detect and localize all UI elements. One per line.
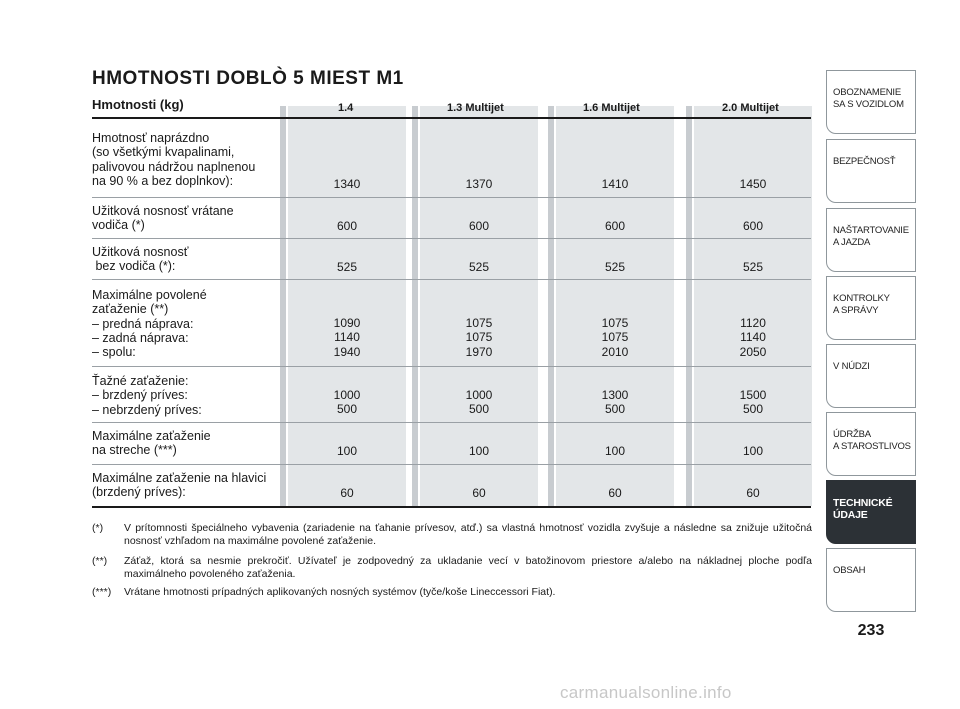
table-cell: 60 (472, 486, 486, 500)
column-bar-4 (686, 106, 692, 506)
page-title: HMOTNOSTI DOBLÒ 5 MIEST M1 (92, 68, 404, 89)
side-tab-label: TECHNICKÉ ÚDAJE (833, 497, 893, 521)
footnote-text: Vrátane hmotnosti prípadných aplikovaných nosných systémov (tyče/koše Lineccessori Fiat). (124, 586, 556, 598)
side-tab-maintenance[interactable] (826, 412, 916, 476)
table-cell: 1090 1140 1940 (333, 316, 361, 359)
footnote-text: V prítomnosti špeciálneho vybavenia (zariadenie na ťahanie prívesov, atď.) sa vlastná hmotnosť vozidla zvyšuje a následne sa znižuje užitočná nosnosť vzhľadom na maximálne povolené zaťaženie. (124, 522, 812, 547)
footnote-3 (92, 586, 812, 602)
table-cell: 600 (468, 219, 490, 233)
side-tab-label: BEZPEČNOSŤ (833, 156, 896, 167)
side-tab-contents[interactable] (826, 548, 916, 612)
column-header-2: 1.3 Multijet (447, 102, 504, 114)
table-cell: 1340 (333, 177, 361, 191)
row-label-empty-weight: Hmotnosť naprázdno (so všetkými kvapalinami, palivovou nádržou naplnenou na 90 % a bez doplnkov): (92, 131, 256, 188)
footnote-mark: (*) (92, 522, 104, 534)
table-cell: 1120 1140 2050 (739, 316, 767, 359)
table-cell: 1075 1075 1970 (465, 316, 493, 359)
row-divider (92, 464, 811, 465)
table-cell: 600 (336, 219, 358, 233)
header-rule (92, 117, 811, 119)
footnote-text: Záťaž, ktorá sa nesmie prekročiť. Užívateľ je zodpovedný za ukladanie vecí v batožinovom priestore a/alebo na nákladnej ploche podľa maximálneho povoleného zaťaženia. (124, 555, 812, 580)
footnote-1 (92, 522, 812, 550)
table-cell: 600 (604, 219, 626, 233)
table-cell: 525 (742, 260, 764, 274)
table-cell: 1450 (739, 177, 767, 191)
table-cell: 1410 (601, 177, 629, 191)
row-divider (92, 279, 811, 280)
column-header-3: 1.6 Multijet (583, 102, 640, 114)
table-cell: 1075 1075 2010 (601, 316, 629, 359)
table-cell: 100 (604, 444, 626, 458)
side-tab-starting-driving[interactable] (826, 208, 916, 272)
table-cell: 1000 500 (465, 388, 493, 417)
side-tab-safety[interactable] (826, 139, 916, 203)
row-divider (92, 197, 811, 198)
table-cell: 525 (604, 260, 626, 274)
table-cell: 1000 500 (333, 388, 361, 417)
table-bottom-rule (92, 506, 811, 508)
row-divider (92, 366, 811, 367)
side-tab-label: ÚDRŽBA A STAROSTLIVOS (833, 429, 911, 452)
watermark: carmanualsonline.info (560, 683, 732, 702)
row-divider (92, 238, 811, 239)
column-bar-1 (280, 106, 286, 506)
table-cell: 100 (468, 444, 490, 458)
table-cell: 60 (340, 486, 354, 500)
side-tab-label: OBOZNAMENIE SA S VOZIDLOM (833, 87, 904, 110)
table-cell: 600 (742, 219, 764, 233)
side-tab-technical-data[interactable] (826, 480, 916, 544)
table-cell: 100 (742, 444, 764, 458)
table-cell: 1500 500 (739, 388, 767, 417)
side-tab-label: NAŠTARTOVANIE A JAZDA (833, 225, 909, 248)
row-label-towbar-load: Maximálne zaťaženie na hlavici (brzdený príves): (92, 471, 267, 500)
side-tab-label: KONTROLKY A SPRÁVY (833, 293, 890, 316)
table-cell: 525 (336, 260, 358, 274)
table-cell: 1300 500 (601, 388, 629, 417)
row-divider (92, 422, 811, 423)
page-number: 233 (857, 622, 885, 639)
footnote-2 (92, 555, 812, 583)
column-bar-2 (412, 106, 418, 506)
column-bar-3 (548, 106, 554, 506)
table-cell: 525 (468, 260, 490, 274)
side-tab-emergency[interactable] (826, 344, 916, 408)
table-header-label: Hmotnosti (kg) (92, 97, 184, 112)
row-label-max-permitted-load: Maximálne povolené zaťaženie (**) – predná náprava: – zadná náprava: – spolu: (92, 288, 207, 360)
side-tab-label: OBSAH (833, 565, 866, 576)
row-label-payload-with-driver: Užitková nosnosť vrátane vodiča (*) (92, 204, 234, 233)
side-tab-label: V NÚDZI (833, 361, 870, 372)
table-cell: 60 (746, 486, 760, 500)
footnote-mark: (**) (92, 555, 108, 567)
row-label-payload-without-driver: Užitková nosnosť bez vodiča (*): (92, 245, 189, 274)
column-header-4: 2.0 Multijet (722, 102, 779, 114)
column-header-1: 1.4 (338, 102, 354, 114)
row-label-towing-load: Ťažné zaťaženie: – brzdený príves: – nebrzdený príves: (92, 374, 202, 417)
side-tab-warning-lights[interactable] (826, 276, 916, 340)
row-label-roof-load: Maximálne zaťaženie na streche (***) (92, 429, 211, 458)
table-cell: 100 (336, 444, 358, 458)
table-cell: 1370 (465, 177, 493, 191)
table-cell: 60 (608, 486, 622, 500)
footnote-mark: (***) (92, 586, 112, 598)
side-tab-introduction[interactable] (826, 70, 916, 134)
